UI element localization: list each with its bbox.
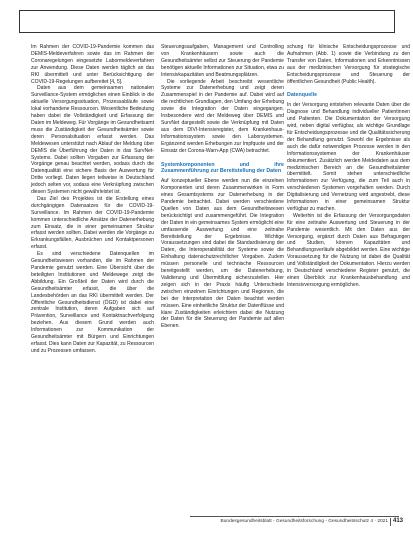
- paragraph: Das Ziel des Projektes ist die Erstellung eines durchgängigen Datensatzes für die COVID-19-Surveillance. Im Rahmen der COVID-19-Pandemie kommen unterschiedliche Ansätze der Datenerhebung zum Einsatz, die in einer gemeinsamen Struktur erfasst werden sollten. Dabei werden die Vorgänge zu Erkrankungsfällen, Ausbrüchen und Kontaktpersonen erfasst.: [31, 195, 154, 251]
- journal-citation: Bundesgesundheitsblatt - Gesundheitsforschung - Gesundheitsschutz 4 · 2021: [220, 519, 388, 524]
- header-box: [19, 10, 395, 33]
- page-number: 413: [393, 518, 404, 524]
- paragraph: Die vorliegende Arbeit beschreibt wesentliche Systeme zur Datenerhebung und zeigt deren Zusammenspiel in der Pandemie auf. Dabei wird auf die rechtlichen Grundlagen, den Umfang der Erhebung sowie die Integration der Daten eingegangen. Insbesondere wird der Meldeweg über DEMIS und SurvNet dargestellt sowie die Verknüpfung mit Daten aus dem DIVI-Intensivregister, dem Krankenhaus-Informationssystem sowie den Laborsystemen. Ergänzend werden Erhebungen zur Impfquote und der Einsatz der Corona-Warn-App (CWA) betrachtet.: [161, 78, 284, 154]
- footer-rule: [190, 516, 399, 517]
- paragraph: Daten aus dem gemeinsamen nationalen Surveillance-System ermöglichen einen Einblick in die aktuelle Versorgungssituation, Prozessabläufe sowie lokal vorhandene Ressourcen. Wesentliche Bedeutung haben dabei die Vollständigkeit und Erfassung der Daten im Meldeweg. Für Vorgänge im Gesundheitsamt muss die Zuständigkeit der Gesundheitsämter sowie deren Personalsituation erfasst werden. Das Meldewesen unterstützt nach Ablauf der Meldung über DEMIS die Überführung der Daten in das SurvNet-Systems. Dabei sollten Vorgaben zur Erfassung der Vorgänge genau beachtet werden, sodass durch die Datenqualität eine sichere Basis der Auswertung für Dritte vorliegt. Daten liegen teilweise in Deutschland jedoch selten vor, sodass eine Verknüpfung zwischen diesen Systemen nicht gewährleistet ist.: [31, 85, 154, 196]
- page-footer: [0, 516, 413, 530]
- paragraph: Im Rahmen der COVID-19-Pandemie kommen das DEMIS-Meldeverfahren sowie das im Rahmen der Coronaregelungen eingesetzte Labormeldeverfahren zur Anwendung. Diese Daten werden täglich an das RKI übermittelt und unter Berücksichtigung der COVID-19-Regelungen aufbereitet [4, 5].: [31, 44, 154, 85]
- section-heading: Datenquelle: [287, 92, 318, 99]
- paragraph: Auf konzeptueller Ebene werden nun die einzelnen Komponenten und deren Zusammenwirken in Form eines Gesamtsystems zur Datenerhebung in der Pandemie betrachtet. Dabei werden verschiedene Quellen von Daten aus dem Gesundheitswesen berücksichtigt und zusammengeführt. Die Integration der Daten in ein gemeinsames System ermöglicht eine umfassende Auswertung und eine zeitnahe Bereitstellung der Ergebnisse. Wichtige Voraussetzungen sind dabei die Standardisierung der Daten, die Interoperabilität der Systeme sowie die Einhaltung datenschutzrechtlicher Vorgaben. Zudem müssen personelle und technische Ressourcen bereitgestellt werden, um die Datenerhebung, Validierung und Übermittlung sicherzustellen. Hier zeigen sich in der Praxis häufig Unterschiede zwischen einzelnen Einrichtungen und Regionen, die bei der Interpretation der Daten beachtet werden müssen. Eine einheitliche Struktur der Datenflüsse und klare Zuständigkeiten erleichtern dabei die Nutzung der Daten für die Steuerung der Pandemie auf allen Ebenen.: [161, 178, 284, 330]
- text-column-2: [161, 44, 284, 330]
- section-heading: Systemkomponenten und ihre Zusammenführung zur Bereitstellung der Daten: [161, 161, 284, 175]
- paragraph: schung für klinische Entscheidungsprozesse und Aufnahmen (Abb. 1) sowie die Verbindung zu den Transfer von Daten, Informationen und Erkenntnissen aus der medizinischen Versorgung für strategische Entscheidungsprozesse und Steuerung der öffentlichen Gesundheit (Public Health).: [287, 44, 410, 85]
- paragraph: Es sind verschiedene Datenquellen im Gesundheitswesen vorhanden, die im Rahmen der Pandemie genutzt werden. Eine Übersicht über die beteiligten Institutionen und Meldewege zeigt die Abbildung. Ein Großteil der Daten wird durch die Gesundheitsämter erfasst, die über die Landesbehörden an das RKI übermittelt werden. Der Öffentliche Gesundheitsdienst (ÖGD) ist dabei eine zentrale Institution, deren Aufgaben sich auf Prävention, Surveillance und Kontaktnachverfolgung beziehen. Aus diesem Grund werden auch Informationen zur Kommunikation der Gesundheitsämter mit Bürgern und Einrichtungen erfasst. Dies kann Daten zur Kapazität, zu Ressourcen und zu Prozessen umfassen.: [31, 251, 154, 354]
- paragraph: Steuerungsaufgaben, Management und Controlling von Krankenhäusern sowie auch die Gesundheitsämter selbst zur Steuerung der Pandemie benötigen aktuelle Informationen zur Situation, etwa zu Intensivkapazitäten und Beatmungsplätzen.: [161, 44, 284, 78]
- paragraph: In der Versorgung entstehen relevante Daten über die Diagnose und Behandlung individueller Patientinnen und Patienten. Die Dokumentation der Versorgung wird, neben digital verfügbar, als wichtige Grundlage für Entscheidungsprozesse und die Qualitätssicherung der Behandlung genutzt. Sowohl die Ergebnisse als auch die dafür notwendigen Prozesse werden in den Informationssystemen der Krankenhäuser dokumentiert. Zusätzlich werden Meldedaten aus dem medizinischen Bereich an die Gesundheitsämter übermittelt. Somit stehen unterschiedliche Informationen zur Verfügung, die zum Teil auch in verschiedenen Systemen vorgehalten werden. Durch Digitalisierung und Vernetzung wird angestrebt, diese Informationen in einer gemeinsamen Struktur verfügbar zu machen.: [287, 102, 410, 212]
- footer-separator: [390, 518, 391, 526]
- text-column-1: [31, 44, 154, 355]
- paragraph: Weiterhin ist die Erfassung der Versorgungsdaten für eine zeitnahe Auswertung und Steuerung in der Pandemie wesentlich. Mit den Daten aus der Versorgung, ergänzt durch Daten aus Befragungen und Studien, können Kapazitäten und Behandlungsverläufe abgebildet werden. Eine wichtige Voraussetzung für die Nutzung ist dabei die Qualität und Vollständigkeit der Dokumentation. Hierzu werden in Deutschland verschiedene Register genutzt, die einen Überblick zur Krankenhausbehandlung und Intensivversorgung ermöglichen.: [287, 212, 410, 288]
- text-column-3: [287, 44, 410, 289]
